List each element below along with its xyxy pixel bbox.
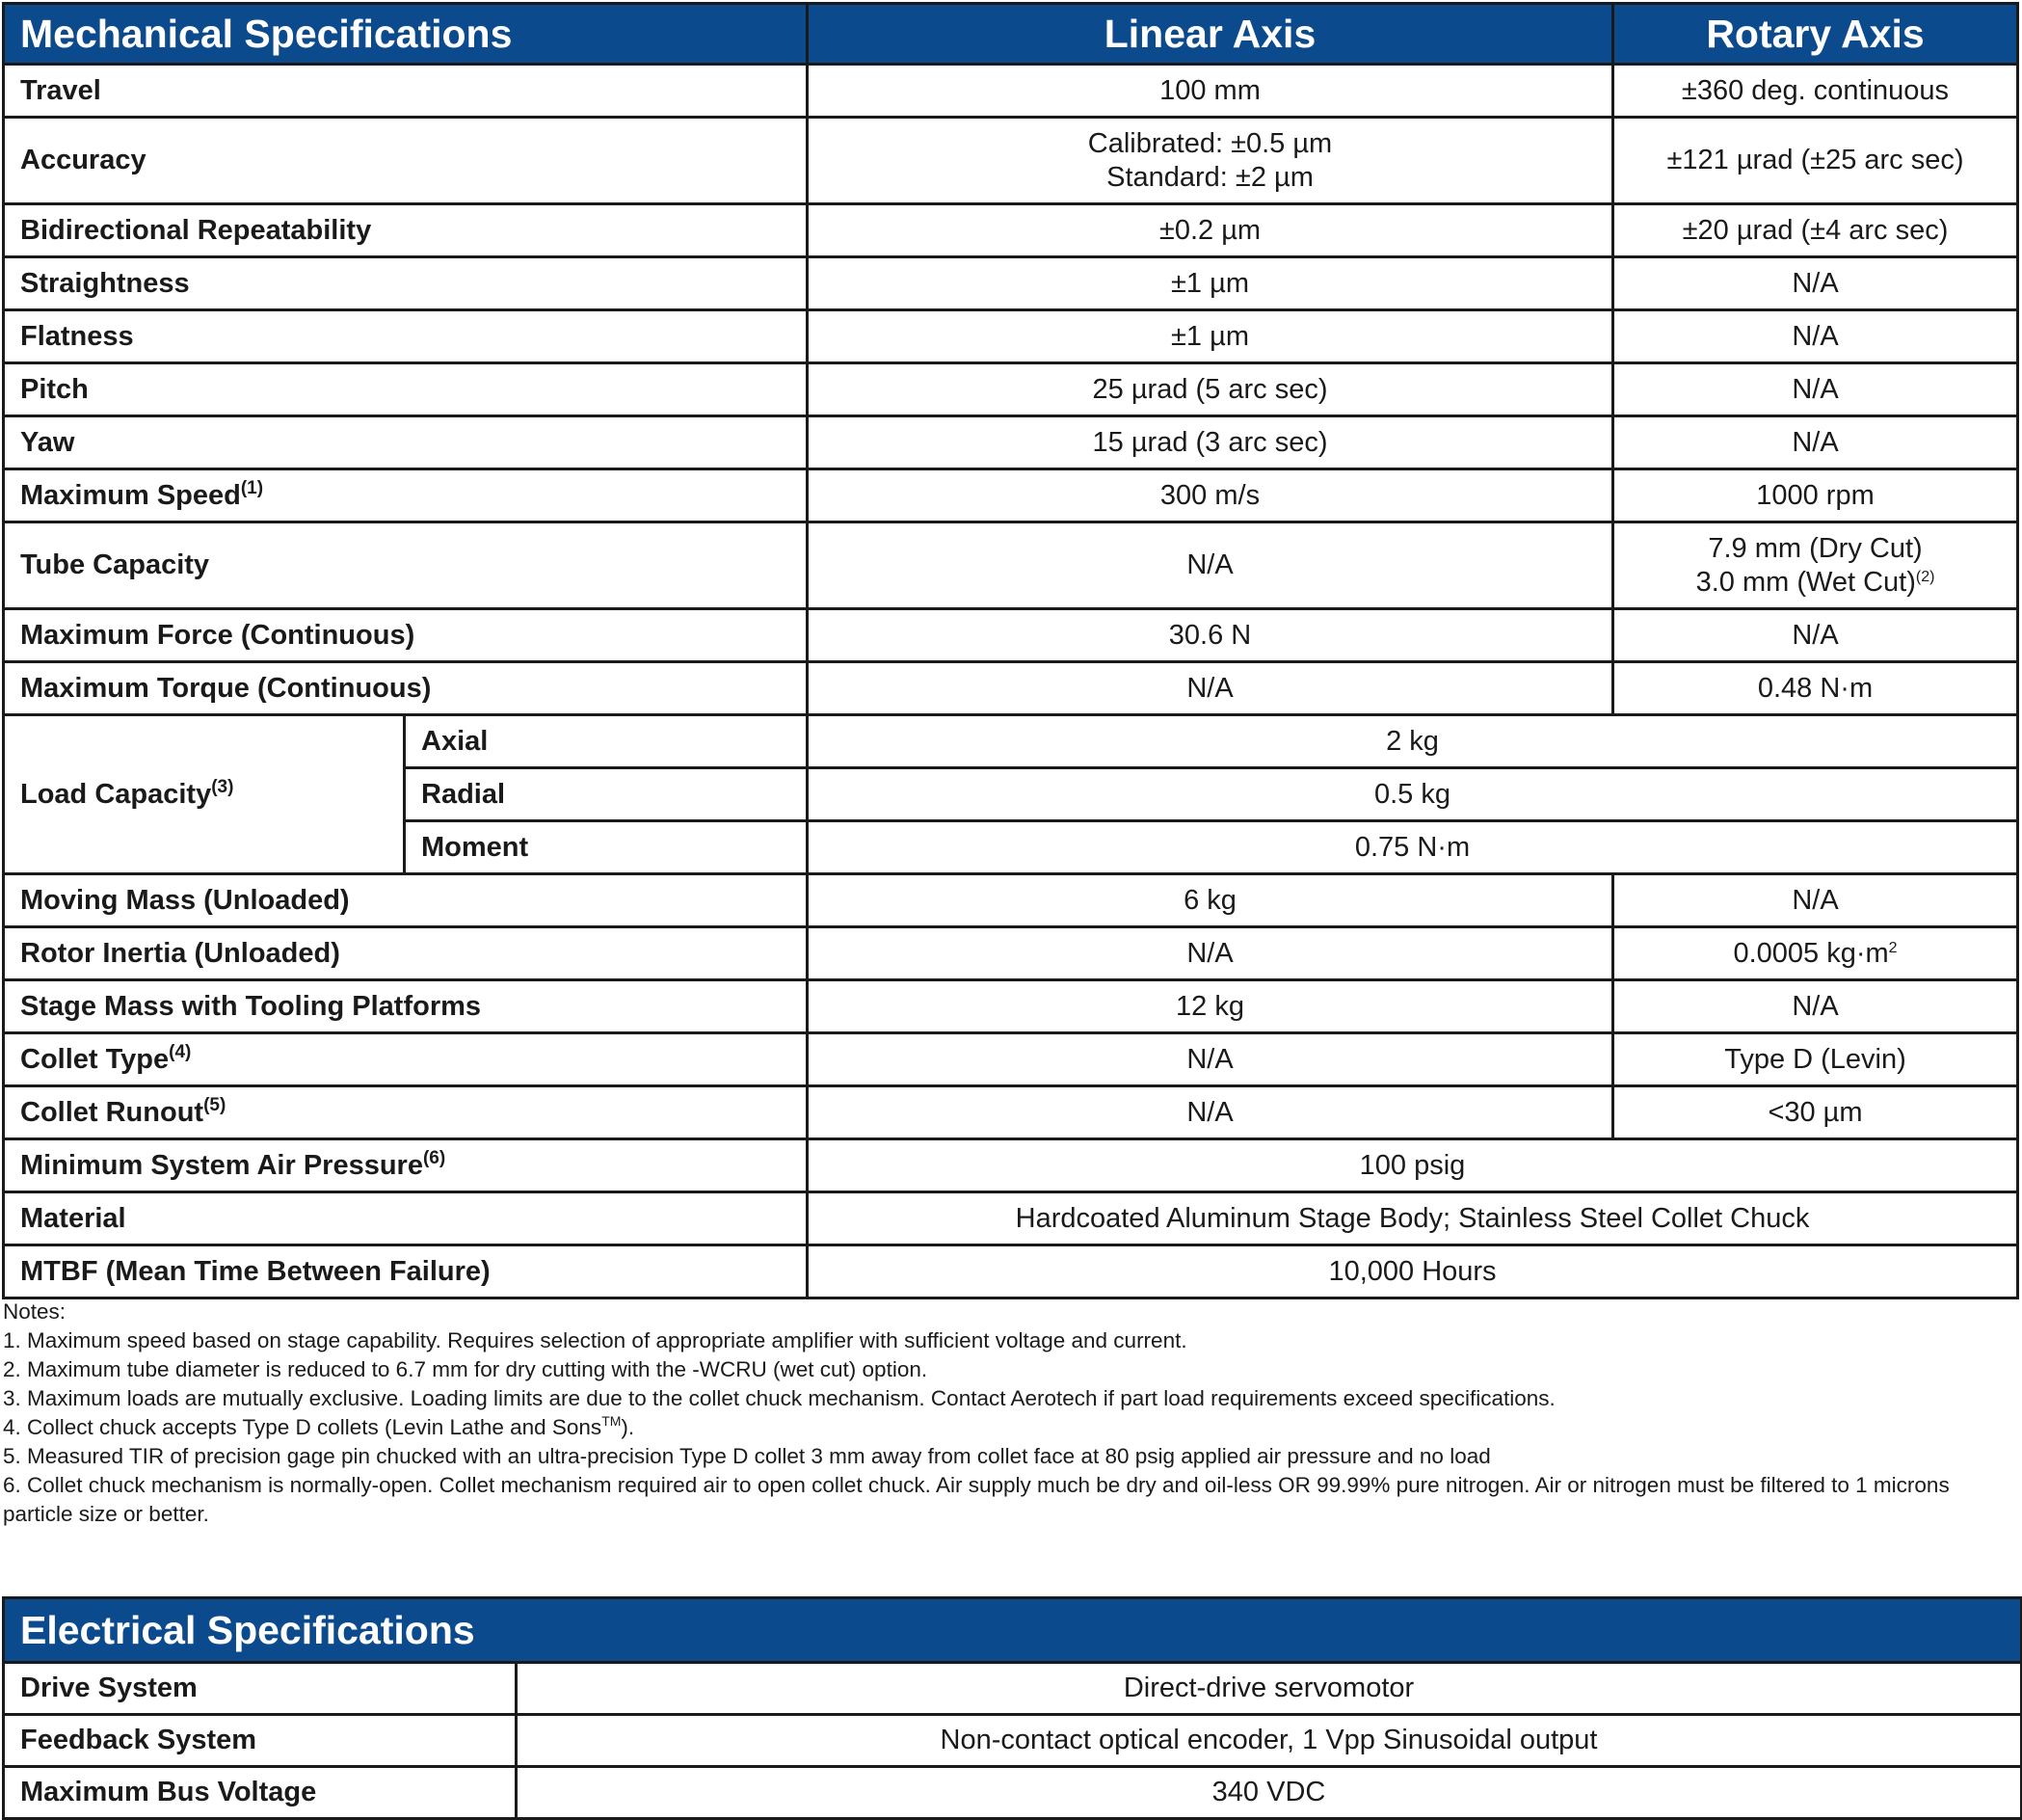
sub-label-moment: Moment (405, 821, 808, 874)
row-label: Yaw (4, 416, 808, 469)
note-5: 5. Measured TIR of precision gage pin chucked with an ultra-precision Type D collet 3 mm away from collet face at 80 psig applied air pressure and no load (3, 1444, 1491, 1468)
row-label: Bidirectional Repeatability (4, 204, 808, 257)
rotary-value: N/A (1613, 363, 2018, 416)
table-row (4, 363, 2018, 416)
accuracy-standard: Standard: ±2 µm (1106, 161, 1314, 193)
row-value: 340 VDC (517, 1767, 2022, 1819)
row-value: Non-contact optical encoder, 1 Vpp Sinusoidal output (517, 1715, 2022, 1767)
row-label-text: Collet Runout (20, 1096, 204, 1128)
rotary-value-text: 0.0005 kg·m (1733, 937, 1889, 969)
mechanical-title: Mechanical Specifications (4, 4, 808, 65)
rotary-value: N/A (1613, 609, 2018, 662)
table-row (4, 1192, 2018, 1245)
row-label: Travel (4, 65, 808, 118)
footnote-ref: (1) (240, 477, 264, 498)
note-6: 6. Collet chuck mechanism is normally-open. Collet mechanism required air to open collet chuck. Air supply much be dry and oil-less OR 99.99% pure nitrogen. Air or nitrogen must be filtered to 1 microns particle size or better. (3, 1473, 1950, 1526)
note-4-end: ). (621, 1415, 635, 1439)
row-label: Maximum Torque (Continuous) (4, 662, 808, 715)
linear-value: N/A (808, 927, 1613, 980)
linear-axis-header: Linear Axis (808, 4, 1613, 65)
linear-value: N/A (808, 1086, 1613, 1139)
table-row (4, 257, 2018, 310)
electrical-specs-table (2, 1596, 2022, 1820)
row-label: Moving Mass (Unloaded) (4, 874, 808, 927)
exponent: 2 (1888, 939, 1898, 956)
table-row (4, 1715, 2022, 1767)
linear-value: 12 kg (808, 980, 1613, 1033)
footnote-ref: (2) (1915, 568, 1935, 585)
row-label: Straightness (4, 257, 808, 310)
rotary-value: ±121 µrad (±25 arc sec) (1613, 118, 2018, 204)
note-1: 1. Maximum speed based on stage capability. Requires selection of appropriate amplifier with sufficient voltage and current. (3, 1328, 1187, 1352)
combined-value: 10,000 Hours (808, 1245, 2018, 1298)
table-row (4, 1663, 2022, 1715)
rotary-axis-header: Rotary Axis (1613, 4, 2018, 65)
footnote-ref: (6) (422, 1147, 446, 1168)
row-label: Material (4, 1192, 808, 1245)
electrical-header-row (4, 1598, 2022, 1663)
table-row (4, 1245, 2018, 1298)
linear-value: ±1 µm (808, 257, 1613, 310)
rotary-value: N/A (1613, 980, 2018, 1033)
row-label-text: Collet Type (20, 1043, 170, 1075)
row-label (4, 1033, 808, 1086)
row-label (4, 1086, 808, 1139)
row-label: Rotor Inertia (Unloaded) (4, 927, 808, 980)
linear-value: 100 mm (808, 65, 1613, 118)
row-label: Accuracy (4, 118, 808, 204)
linear-value: N/A (808, 662, 1613, 715)
accuracy-calibrated: Calibrated: ±0.5 µm (1087, 127, 1333, 159)
table-row (4, 416, 2018, 469)
rotary-value (1613, 927, 2018, 980)
row-value: Direct-drive servomotor (517, 1663, 2022, 1715)
linear-value: 15 µrad (3 arc sec) (808, 416, 1613, 469)
linear-value: 6 kg (808, 874, 1613, 927)
linear-value: ±1 µm (808, 310, 1613, 363)
linear-value: 30.6 N (808, 609, 1613, 662)
mechanical-header-row (4, 4, 2018, 65)
table-row (4, 204, 2018, 257)
combined-value: Hardcoated Aluminum Stage Body; Stainless Steel Collet Chuck (808, 1192, 2018, 1245)
linear-value: ±0.2 µm (808, 204, 1613, 257)
table-row (4, 662, 2018, 715)
rotary-value: ±360 deg. continuous (1613, 65, 2018, 118)
notes-heading: Notes: (3, 1299, 67, 1324)
table-row (4, 310, 2018, 363)
table-row (4, 522, 2018, 609)
row-label (4, 469, 808, 522)
tube-wet-cut (1614, 566, 2016, 600)
table-row (4, 1086, 2018, 1139)
linear-value (808, 118, 1613, 204)
table-row (4, 1139, 2018, 1192)
table-row (4, 118, 2018, 204)
note-4 (3, 1413, 1998, 1442)
row-label: Maximum Bus Voltage (4, 1767, 517, 1819)
mechanical-specs-table (2, 2, 2019, 1299)
rotary-value: ±20 µrad (±4 arc sec) (1613, 204, 2018, 257)
row-label: Stage Mass with Tooling Platforms (4, 980, 808, 1033)
combined-value: 0.75 N·m (808, 821, 2018, 874)
row-label: MTBF (Mean Time Between Failure) (4, 1245, 808, 1298)
notes-section (3, 1298, 1998, 1529)
footnote-ref: (5) (203, 1094, 226, 1115)
row-label: Pitch (4, 363, 808, 416)
row-label-text: Load Capacity (20, 778, 212, 810)
tube-wet-cut-text: 3.0 mm (Wet Cut) (1695, 566, 1916, 598)
table-row (4, 927, 2018, 980)
rotary-value: Type D (Levin) (1613, 1033, 2018, 1086)
row-label: Maximum Force (Continuous) (4, 609, 808, 662)
table-row (4, 1767, 2022, 1819)
rotary-value: N/A (1613, 416, 2018, 469)
tube-dry-cut: 7.9 mm (Dry Cut) (1708, 532, 1923, 564)
rotary-value: <30 µm (1613, 1086, 2018, 1139)
rotary-value (1613, 522, 2018, 609)
combined-value: 2 kg (808, 715, 2018, 768)
row-label: Drive System (4, 1663, 517, 1715)
rotary-value: N/A (1613, 257, 2018, 310)
row-label (4, 1139, 808, 1192)
sub-label-axial: Axial (405, 715, 808, 768)
row-label-text: Minimum System Air Pressure (20, 1149, 423, 1181)
combined-value: 0.5 kg (808, 768, 2018, 821)
rotary-value: 1000 rpm (1613, 469, 2018, 522)
row-label (4, 715, 405, 874)
row-label: Flatness (4, 310, 808, 363)
table-row (4, 609, 2018, 662)
trademark-mark: TM (601, 1413, 622, 1429)
linear-value: N/A (808, 522, 1613, 609)
table-row (4, 1033, 2018, 1086)
note-2: 2. Maximum tube diameter is reduced to 6.7 mm for dry cutting with the -WCRU (wet cut) option. (3, 1357, 928, 1381)
note-3: 3. Maximum loads are mutually exclusive. Loading limits are due to the collet chuck mechanism. Contact Aerotech if part load requirements exceed specifications. (3, 1386, 1556, 1410)
combined-value: 100 psig (808, 1139, 2018, 1192)
rotary-value: N/A (1613, 874, 2018, 927)
electrical-title: Electrical Specifications (4, 1598, 2022, 1663)
footnote-ref: (3) (211, 776, 234, 797)
linear-value: N/A (808, 1033, 1613, 1086)
row-label: Feedback System (4, 1715, 517, 1767)
linear-value: 300 m/s (808, 469, 1613, 522)
rotary-value: N/A (1613, 310, 2018, 363)
table-row (4, 715, 2018, 768)
rotary-value: 0.48 N·m (1613, 662, 2018, 715)
table-row (4, 980, 2018, 1033)
table-row (4, 874, 2018, 927)
footnote-ref: (4) (169, 1041, 192, 1062)
row-label-text: Maximum Speed (20, 479, 241, 511)
row-label: Tube Capacity (4, 522, 808, 609)
table-row (4, 469, 2018, 522)
note-4-text: 4. Collect chuck accepts Type D collets (Levin Lathe and Sons (3, 1415, 602, 1439)
linear-value: 25 µrad (5 arc sec) (808, 363, 1613, 416)
sub-label-radial: Radial (405, 768, 808, 821)
table-row (4, 65, 2018, 118)
